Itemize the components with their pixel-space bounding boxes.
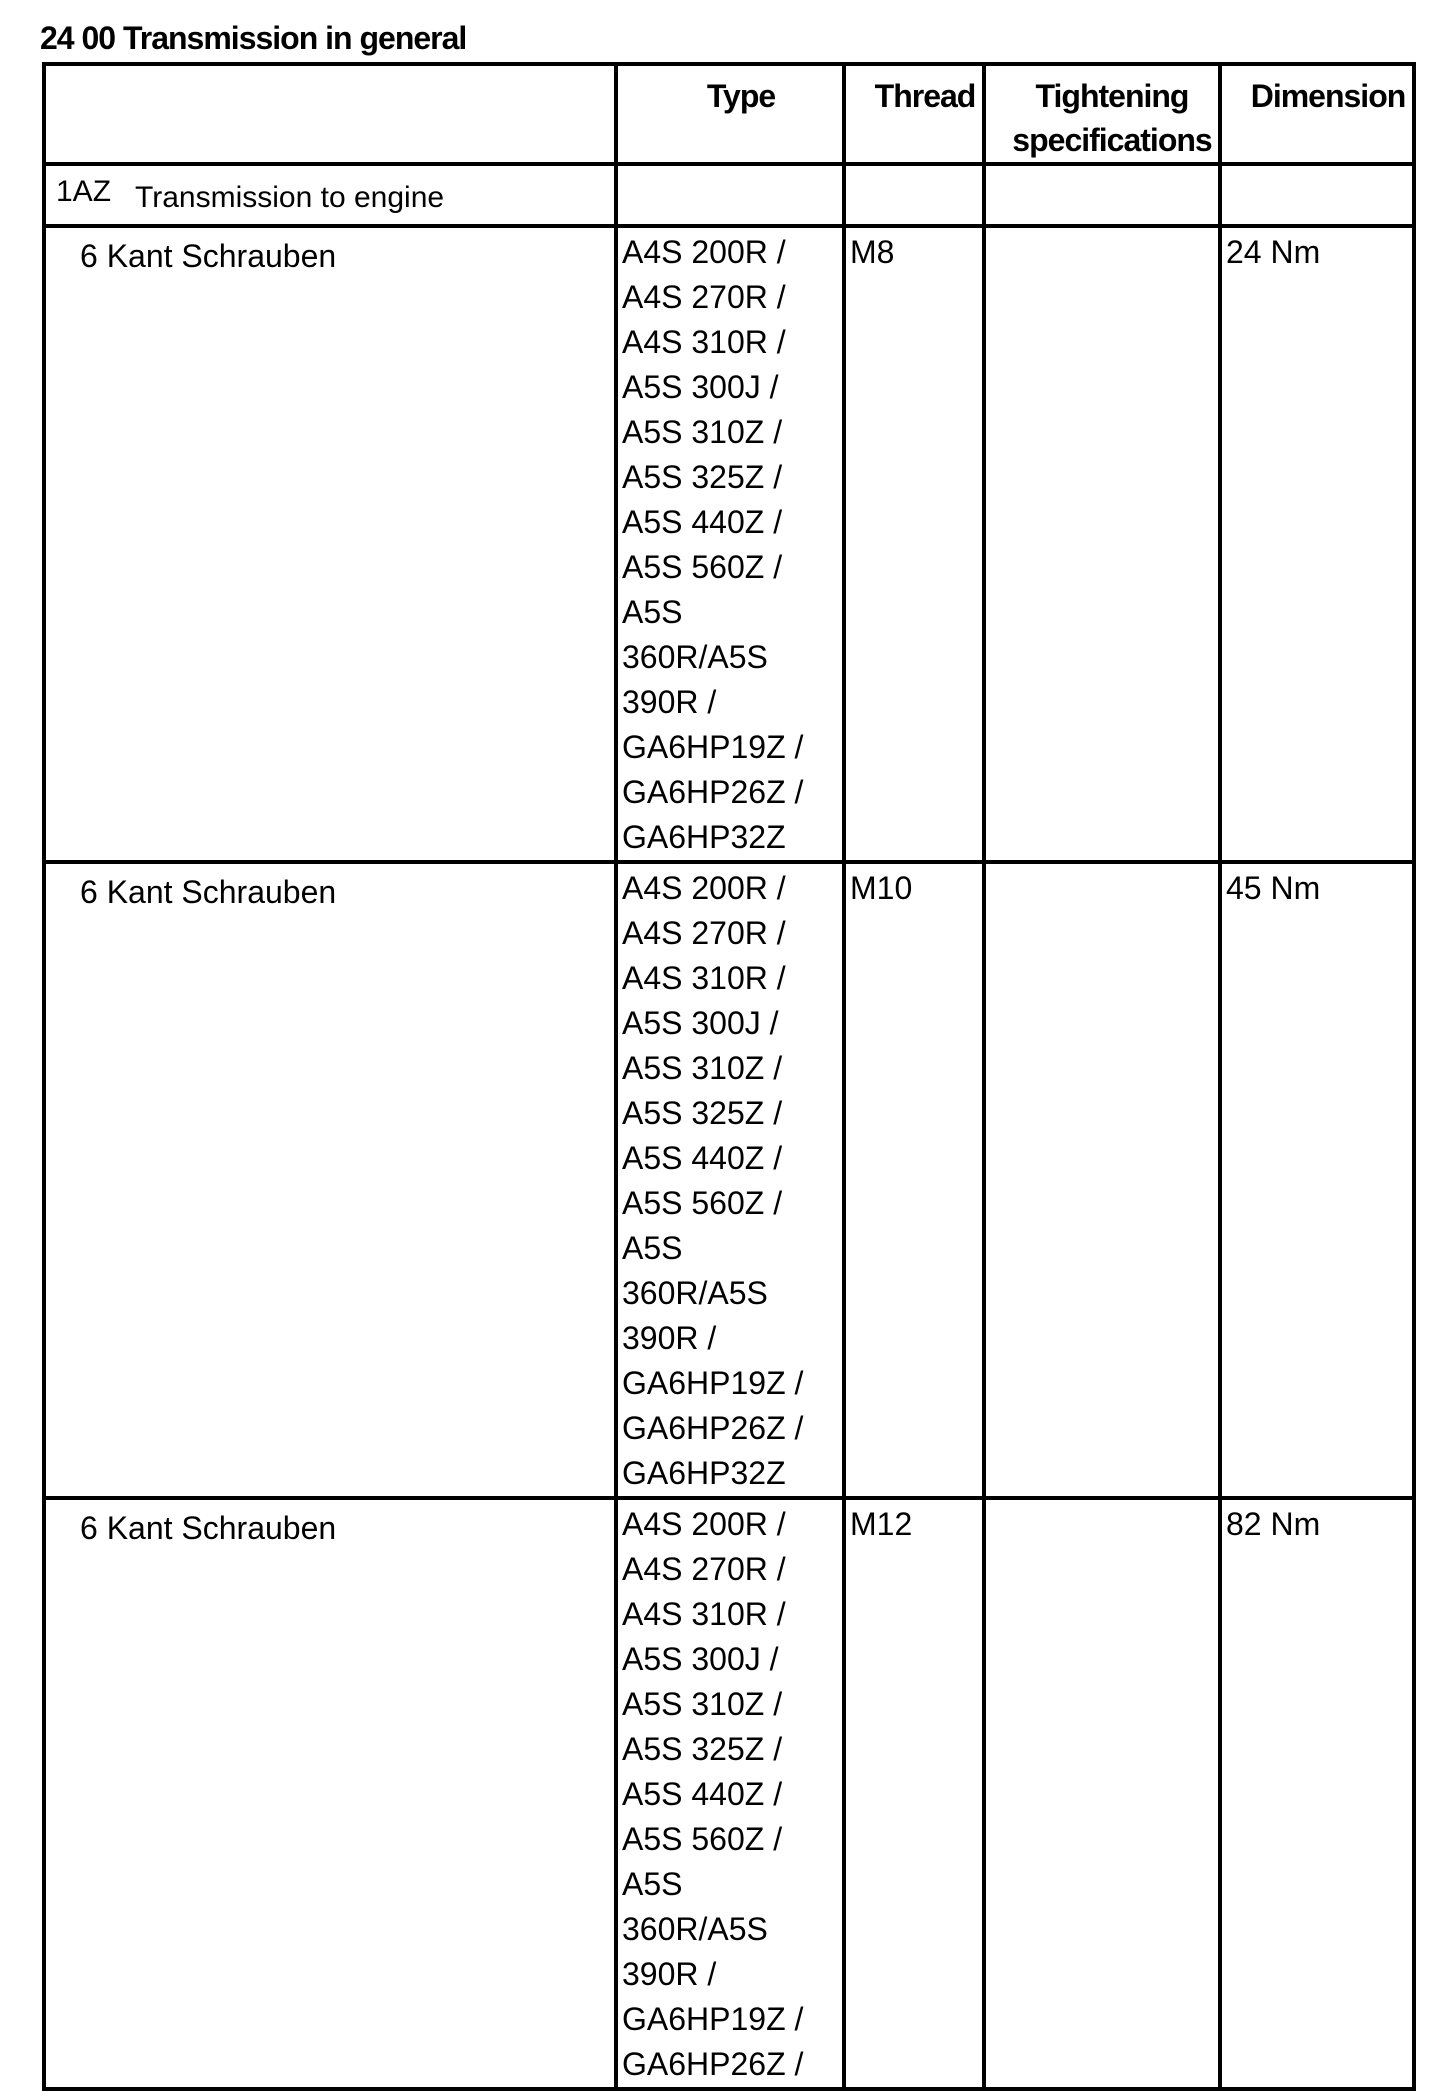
torque-spec-table — [42, 62, 1416, 2091]
header-type: Type — [616, 64, 844, 164]
type-line: A5S 300J / — [622, 1005, 779, 1041]
row-description: 6 Kant Schrauben — [44, 862, 616, 1498]
row-type — [616, 862, 844, 1498]
type-line: A4S 200R / — [622, 1506, 786, 1542]
type-line: A4S 270R / — [622, 915, 786, 951]
group-code: 1AZ — [56, 175, 112, 208]
type-line: 360R/A5S — [622, 1275, 768, 1311]
type-line: GA6HP32Z — [622, 819, 786, 855]
type-line: A4S 310R / — [622, 1596, 786, 1632]
row-tightening — [984, 226, 1220, 862]
type-line: A5S 560Z / — [622, 1821, 783, 1857]
type-line: A5S 440Z / — [622, 504, 783, 540]
type-line: A5S 325Z / — [622, 459, 783, 495]
row-thread: M10 — [844, 862, 984, 1498]
type-line: 390R / — [622, 684, 717, 720]
type-line: A5S 440Z / — [622, 1140, 783, 1176]
group-row — [44, 164, 1414, 226]
row-dimension: 82 Nm — [1220, 1498, 1414, 2089]
row-tightening — [984, 862, 1220, 1498]
type-line: GA6HP26Z / — [622, 2046, 804, 2082]
table-row — [44, 862, 1414, 1498]
group-empty-cell — [616, 164, 844, 226]
header-tightening-specifications: Tightening specifications — [984, 64, 1220, 164]
row-tightening — [984, 1498, 1220, 2089]
type-line: A5S — [622, 1866, 683, 1902]
row-dimension: 45 Nm — [1220, 862, 1414, 1498]
type-line: GA6HP32Z — [622, 1455, 786, 1491]
type-line: GA6HP26Z / — [622, 1410, 804, 1446]
type-line: A4S 310R / — [622, 960, 786, 996]
type-line: A4S 270R / — [622, 279, 786, 315]
type-line: A4S 270R / — [622, 1551, 786, 1587]
row-description: 6 Kant Schrauben — [44, 226, 616, 862]
table-row — [44, 1498, 1414, 2089]
type-line: A4S 200R / — [622, 234, 786, 270]
header-dimension: Dimension — [1220, 64, 1414, 164]
type-line: A5S 300J / — [622, 1641, 779, 1677]
type-line: 360R/A5S — [622, 1911, 768, 1947]
type-line: A4S 200R / — [622, 870, 786, 906]
group-label: Transmission to engine — [135, 181, 445, 214]
type-line: A5S 310Z / — [622, 414, 783, 450]
type-line: A5S 560Z / — [622, 1185, 783, 1221]
type-line: A5S 560Z / — [622, 549, 783, 585]
page-title: 24 00 Transmission in general — [40, 20, 467, 56]
header-thread: Thread — [844, 64, 984, 164]
row-type — [616, 226, 844, 862]
type-line: A5S 310Z / — [622, 1686, 783, 1722]
table-header-row — [44, 64, 1414, 164]
type-line: A5S — [622, 1230, 683, 1266]
type-line: A4S 310R / — [622, 324, 786, 360]
type-line: GA6HP19Z / — [622, 2001, 804, 2037]
type-line: 360R/A5S — [622, 639, 768, 675]
type-line: A5S 440Z / — [622, 1776, 783, 1812]
type-line: GA6HP19Z / — [622, 729, 804, 765]
table-row — [44, 226, 1414, 862]
group-empty-cell — [984, 164, 1220, 226]
row-type — [616, 1498, 844, 2089]
type-line: A5S 325Z / — [622, 1731, 783, 1767]
group-empty-cell — [1220, 164, 1414, 226]
type-line: GA6HP19Z / — [622, 1365, 804, 1401]
type-line: GA6HP26Z / — [622, 774, 804, 810]
group-empty-cell — [844, 164, 984, 226]
type-line: A5S 310Z / — [622, 1050, 783, 1086]
row-thread: M12 — [844, 1498, 984, 2089]
group-cell — [44, 164, 616, 226]
row-thread: M8 — [844, 226, 984, 862]
type-line: 390R / — [622, 1320, 717, 1356]
header-description — [44, 64, 616, 164]
row-dimension: 24 Nm — [1220, 226, 1414, 862]
type-line: A5S — [622, 594, 683, 630]
type-line: 390R / — [622, 1956, 717, 1992]
type-line: A5S 300J / — [622, 369, 779, 405]
type-line: A5S 325Z / — [622, 1095, 783, 1131]
row-description: 6 Kant Schrauben — [44, 1498, 616, 2089]
